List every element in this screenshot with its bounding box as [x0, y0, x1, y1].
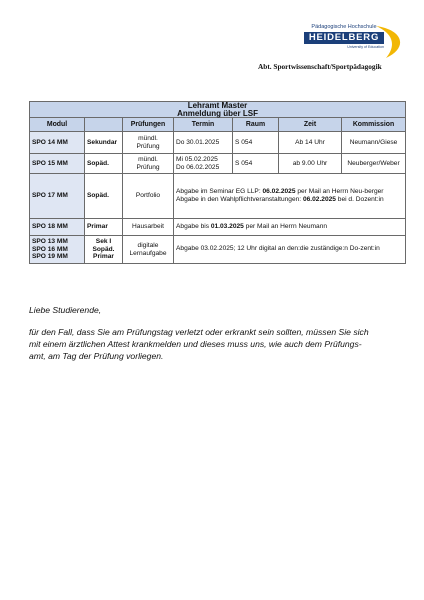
termin-text: Do 06.02.2025: [176, 163, 220, 171]
cell-termin: [174, 154, 233, 174]
termin-text: Do 30.01.2025: [176, 138, 220, 146]
type-text: Sek I: [95, 238, 112, 246]
detail-date: 06.02.2025: [262, 187, 296, 195]
table-row: [30, 236, 406, 264]
type-text: Primar: [87, 223, 108, 231]
type-text: Sekundar: [87, 138, 118, 146]
detail-text: Abgabe 03.02.2025; 12 Uhr digital an den:die zuständige:n Do-zent:in: [176, 245, 380, 253]
cell-modul: [30, 154, 85, 174]
cell-type: [85, 174, 123, 219]
detail-post: per Mail an Herrn Neumann: [243, 222, 328, 230]
modul-text: SPO 17 MM: [32, 192, 68, 200]
pruefung-text: mündl.: [138, 156, 158, 164]
col-header-pruefungen: Prüfungen: [123, 118, 174, 132]
col-header-type: [85, 118, 123, 132]
cell-termin: [174, 132, 233, 154]
col-header-zeit: Zeit: [279, 118, 342, 132]
cell-pruefung: [123, 154, 174, 174]
modul-text: SPO 14 MM: [32, 138, 68, 146]
table-row: [30, 174, 406, 219]
table-title: [30, 102, 406, 118]
cell-details: [174, 219, 406, 236]
cell-modul: [30, 174, 85, 219]
cell-details: [174, 236, 406, 264]
cell-modul: [30, 236, 85, 264]
modul-text: SPO 16 MM: [32, 245, 68, 253]
cell-type: [85, 154, 123, 174]
cell-raum: S 054: [233, 154, 279, 174]
paragraph-line: amt, am Tag der Prüfung vorliegen.: [29, 351, 164, 362]
cell-pruefung: [123, 174, 174, 219]
paragraph-line: für den Fall, dass Sie am Prüfungstag verletzt oder erkrankt sein sollten, müssen Sie sich: [29, 327, 369, 337]
detail-pre: Abgabe in den Wahlpflichtveranstaltungen:: [176, 196, 303, 204]
detail-text: [176, 188, 403, 197]
registration-table: [29, 101, 406, 264]
cell-raum: S 054: [233, 132, 279, 154]
university-logo: [304, 24, 408, 64]
cell-pruefung: [123, 236, 174, 264]
detail-text: [176, 223, 403, 232]
pruefung-text: mündl.: [138, 135, 158, 143]
modul-text: SPO 19 MM: [32, 253, 68, 261]
table-header-row: [30, 118, 406, 132]
detail-date: 06.02.2025: [302, 196, 336, 204]
detail-post: per Mail an Herrn Neu-berger: [295, 187, 384, 195]
col-header-termin: Termin: [174, 118, 233, 132]
pruefung-text: Hausarbeit: [132, 223, 164, 231]
pruefung-text: Lernaufgabe: [129, 249, 167, 257]
pruefung-text: Prüfung: [136, 163, 160, 171]
detail-text: [176, 196, 403, 205]
pruefung-text: digitale: [137, 242, 159, 250]
table-row: [30, 132, 406, 154]
modul-text: SPO 18 MM: [32, 223, 68, 231]
pruefung-text: Portfolio: [135, 192, 161, 200]
table-row: [30, 219, 406, 236]
logo-swoosh-icon: [304, 24, 408, 64]
table-subtitle-line: Anmeldung über LSF: [177, 108, 258, 118]
modul-text: SPO 13 MM: [32, 238, 68, 246]
pruefung-text: Prüfung: [136, 142, 160, 150]
logo-university: University of Education: [347, 45, 384, 49]
table-title-line: Lehramt Master: [187, 101, 248, 110]
notice-paragraph: [29, 326, 407, 363]
paragraph-line: mit einem ärztlichen Attest krankmelden und dieses muss uns, wie auch dem Prüfungs-: [29, 339, 362, 350]
department-name: Abt. Sportwissenschaft/Sportpädagogik: [258, 62, 382, 71]
modul-text: SPO 15 MM: [32, 159, 68, 167]
logo-subtitle: Pädagogische Hochschule: [311, 24, 377, 30]
type-text: Sopäd.: [87, 192, 109, 200]
detail-pre: Abgabe im Seminar EG LLP:: [176, 187, 263, 195]
detail-pre: Abgabe bis: [176, 222, 211, 230]
logo-wordmark: HEIDELBERG: [308, 32, 380, 43]
cell-type: [85, 219, 123, 236]
cell-zeit: ab 9.00 Uhr: [279, 154, 342, 174]
table-row: [30, 154, 406, 174]
cell-kommission: Neuberger/Weber: [342, 154, 406, 174]
cell-kommission: Neumann/Giese: [342, 132, 406, 154]
cell-zeit: Ab 14 Uhr: [279, 132, 342, 154]
cell-type: [85, 132, 123, 154]
cell-pruefung: [123, 219, 174, 236]
col-header-modul: Modul: [30, 118, 85, 132]
type-text: Sopäd.: [92, 245, 115, 253]
type-text: Sopäd.: [87, 159, 109, 167]
cell-pruefung: [123, 132, 174, 154]
salutation: Liebe Studierende,: [29, 305, 102, 315]
col-header-raum: Raum: [233, 118, 279, 132]
col-header-kommission: Kommission: [342, 118, 406, 132]
cell-modul: [30, 132, 85, 154]
table-title-row: [30, 102, 406, 118]
detail-post: bei d. Dozent:in: [335, 196, 384, 204]
termin-text: Mi 05.02.2025: [176, 156, 218, 164]
cell-modul: [30, 219, 85, 236]
type-text: Primar: [93, 253, 114, 261]
cell-type: [85, 236, 123, 264]
cell-details: [174, 174, 406, 219]
detail-date: 01.03.2025: [210, 222, 244, 230]
